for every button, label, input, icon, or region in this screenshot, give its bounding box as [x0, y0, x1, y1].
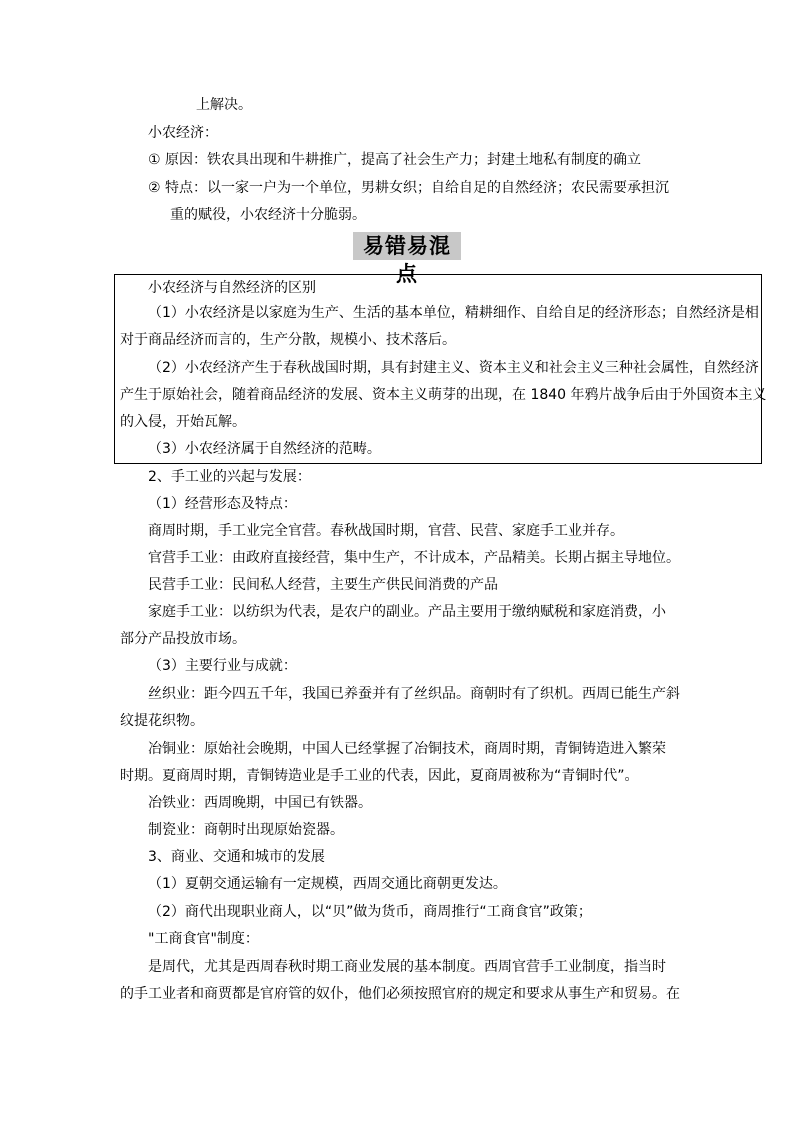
text-line: 冶铜业：原始社会晚期，中国人已经掌握了冶铜技术，商周时期，青铜铸造进入繁荣: [148, 741, 666, 757]
text-line: 是周代，尤其是西周春秋时期工商业发展的基本制度。西周官营手工业制度，指当时: [148, 959, 666, 975]
text-line: "工商食官"制度：: [148, 931, 259, 947]
text-line: （1）夏朝交通运输有一定规模，西周交通比商朝更发达。: [148, 876, 507, 892]
text-line: 商周时期，手工业完全官营。春秋战国时期，官营、民营、家庭手工业并存。: [148, 523, 624, 539]
text-line: 重的赋役，小农经济十分脆弱。: [170, 207, 366, 223]
text-line: 时期。夏商周时期，青铜铸造业是手工业的代表，因此，夏商周被称为“青铜时代”。: [120, 768, 639, 784]
box-text-line: 对于商品经济而言的，生产分散，规模小、技术落后。: [120, 332, 456, 348]
text-line: 冶铁业：西周晚期，中国已有铁器。: [148, 795, 372, 811]
text-line: 2、手工业的兴起与发展：: [148, 469, 311, 485]
text-line: 的手工业者和商贾都是官府管的奴仆，他们必须按照官府的规定和要求从事生产和贸易。在: [120, 986, 680, 1002]
text-line: 制瓷业：商朝时出现原始瓷器。: [148, 822, 344, 838]
box-text-line: 产生于原始社会，随着商品经济的发展、资本主义萌芽的出现，在 1840 年鸦片战争后由于外国资本主义: [120, 387, 767, 403]
text-line: （3）主要行业与成就：: [148, 658, 297, 674]
text-line: 上解决。: [196, 97, 252, 113]
text-line: 部分产品投放市场。: [120, 631, 246, 647]
text-line: 3、商业、交通和城市的发展: [148, 849, 325, 865]
text-line: 丝织业：距今四五千年，我国已养蚕并有了丝织品。商朝时有了织机。西周已能生产斜: [148, 686, 680, 702]
box-text-line: （2）小农经济产生于春秋战国时期，具有封建主义、资本主义和社会主义三种社会属性，自然经济: [148, 360, 759, 376]
text-line: 纹提花织物。: [120, 713, 204, 729]
box-text-line: 小农经济与自然经济的区别: [148, 280, 316, 296]
box-text-line: 的入侵，开始瓦解。: [120, 414, 246, 430]
text-line: 官营手工业：由政府直接经营，集中生产，不计成本，产品精美。长期占据主导地位。: [148, 550, 680, 566]
text-line: ① 原因：铁农具出现和牛耕推广，提高了社会生产力；封建土地私有制度的确立: [148, 152, 641, 168]
text-line: （2）商代出现职业商人，以“贝”做为货币，商周推行“工商食官”政策；: [148, 904, 592, 920]
box-text-line: （3）小农经济属于自然经济的范畴。: [148, 441, 381, 457]
text-line: 家庭手工业：以纺织为代表，是农户的副业。产品主要用于缴纳赋税和家庭消费，小: [148, 604, 666, 620]
text-line: ② 特点：以一家一户为一个单位，男耕女织；自给自足的自然经济；农民需要承担沉: [148, 180, 669, 196]
box-text-line: （1）小农经济是以家庭为生产、生活的基本单位，精耕细作、自给自足的经济形态；自然经济是相: [148, 305, 759, 321]
text-line: 民营手工业：民间私人经营，主要生产供民间消费的产品: [148, 577, 498, 593]
text-line: （1）经营形态及特点：: [148, 496, 297, 512]
text-line: 小农经济：: [148, 125, 218, 141]
section-heading: 易错易混点: [353, 232, 461, 260]
